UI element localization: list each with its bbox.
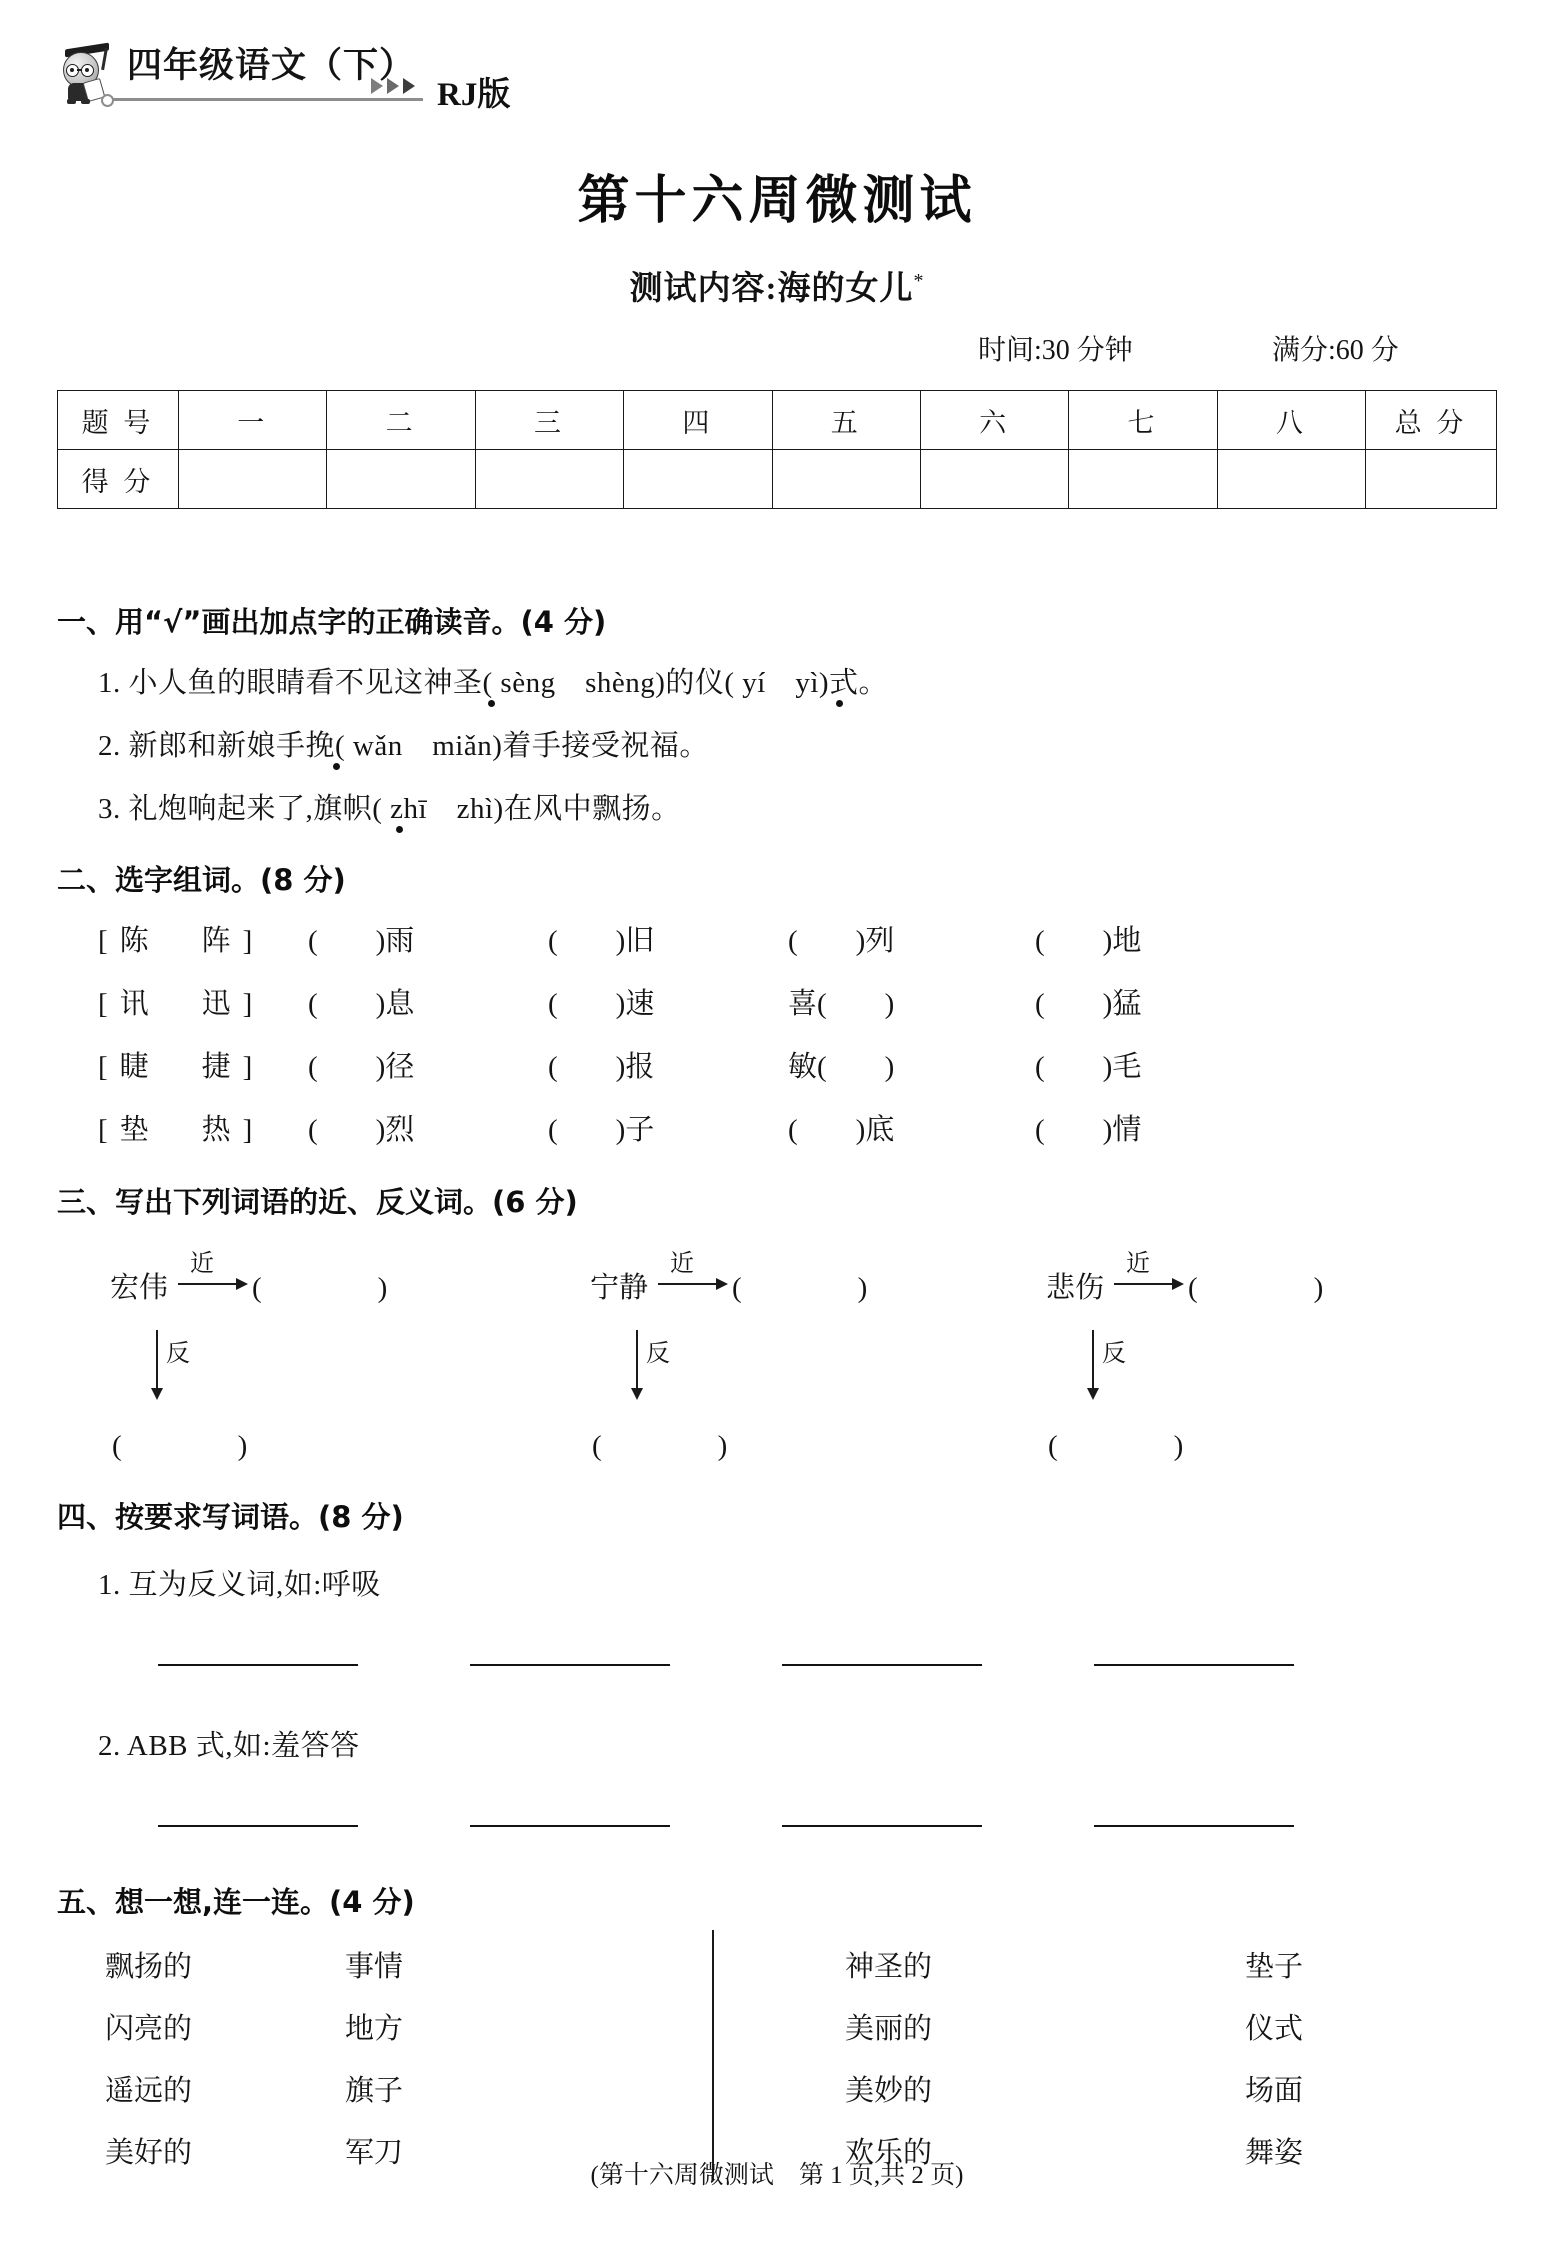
- pick-cell[interactable]: ( )径: [308, 1051, 415, 1083]
- score-cell-5[interactable]: [772, 450, 920, 509]
- pick-cell[interactable]: ( )地: [1035, 925, 1142, 957]
- footnote-star: *: [913, 270, 925, 292]
- synonym-word-2: 宁静: [590, 1272, 649, 1304]
- answer-blank[interactable]: [1094, 1825, 1294, 1827]
- page-title: 第十六周微测试: [577, 173, 977, 230]
- col-total: 总 分: [1366, 391, 1497, 450]
- opposite-arrow-1: [156, 1330, 158, 1390]
- section-3-heading: 三、写出下列词语的近、反义词。(6 分): [57, 1185, 578, 1219]
- section-1-item-1: 1. 小人鱼的眼睛看不见这神圣( sèng shèng)的仪( yí yì)式。: [98, 667, 889, 699]
- col-8: 八: [1217, 391, 1365, 450]
- near-blank-1[interactable]: ( ): [252, 1272, 388, 1304]
- emphasis-dot: [836, 700, 843, 707]
- answer-blank[interactable]: [470, 1664, 670, 1666]
- near-blank-3[interactable]: ( ): [1188, 1272, 1324, 1304]
- row-header-score: 得 分: [58, 450, 179, 509]
- opposite-label-1: 反: [166, 1341, 190, 1367]
- section-4-heading: 四、按要求写词语。(8 分): [57, 1500, 404, 1534]
- test-subtitle: [0, 262, 1554, 309]
- pick-cell[interactable]: ( )雨: [308, 925, 415, 957]
- opposite-label-3: 反: [1102, 1341, 1126, 1367]
- opposite-arrow-3: [1092, 1330, 1094, 1390]
- header-rule: [113, 98, 423, 101]
- answer-blank[interactable]: [158, 1825, 358, 1827]
- score-cell-total[interactable]: [1366, 450, 1497, 509]
- near-arrow-1: [178, 1283, 246, 1285]
- table-row-headers: [58, 391, 1497, 450]
- page-header: [55, 30, 695, 113]
- section-1-item-3: 3. 礼炮响起来了,旗帜( zhī zhì)在风中飘扬。: [98, 793, 681, 825]
- pick-cell[interactable]: 敏( ): [788, 1051, 895, 1083]
- pick-cell[interactable]: ( )毛: [1035, 1051, 1142, 1083]
- match-left-item[interactable]: 美妙的: [845, 2075, 933, 2107]
- opposite-label-2: 反: [646, 1341, 670, 1367]
- emphasis-dot: [333, 763, 340, 770]
- answer-blank[interactable]: [782, 1664, 982, 1666]
- opposite-blank-1[interactable]: ( ): [112, 1430, 248, 1462]
- pick-cell[interactable]: ( )情: [1035, 1114, 1142, 1146]
- score-cell-8[interactable]: [1217, 450, 1365, 509]
- col-4: 四: [624, 391, 772, 450]
- col-5: 五: [772, 391, 920, 450]
- emphasis-dot: [488, 700, 495, 707]
- answer-blank[interactable]: [782, 1825, 982, 1827]
- pick-cell[interactable]: ( )烈: [308, 1114, 415, 1146]
- match-right-item[interactable]: 事情: [345, 1951, 404, 1983]
- grade-title: 四年级语文（下）: [127, 46, 416, 86]
- pick-cell[interactable]: ( )底: [788, 1114, 895, 1146]
- pick-cell[interactable]: ( )列: [788, 925, 895, 957]
- pick-cell[interactable]: ( )旧: [548, 925, 655, 957]
- triple-arrow-icon: [371, 78, 415, 94]
- section-1-heading: 一、用“√”画出加点字的正确读音。(4 分): [57, 605, 607, 639]
- near-arrow-3: [1114, 1283, 1182, 1285]
- col-1: 一: [179, 391, 327, 450]
- match-left-item[interactable]: 欢乐的: [845, 2137, 933, 2169]
- pick-row-3: [0, 1044, 1554, 1086]
- match-right-item[interactable]: 旗子: [345, 2075, 404, 2107]
- pick-row-2: [0, 981, 1554, 1023]
- opposite-blank-3[interactable]: ( ): [1048, 1430, 1184, 1462]
- match-left-item[interactable]: 美丽的: [845, 2013, 933, 2045]
- char-group-1: [陈 阵]: [98, 925, 265, 957]
- pick-row-4: [0, 1107, 1554, 1149]
- near-blank-2[interactable]: ( ): [732, 1272, 868, 1304]
- near-label-3: 近: [1126, 1251, 1150, 1277]
- match-left-item[interactable]: 闪亮的: [105, 2013, 193, 2045]
- emphasis-dot: [396, 826, 403, 833]
- col-7: 七: [1069, 391, 1217, 450]
- near-arrow-2: [658, 1283, 726, 1285]
- score-table: [57, 390, 1497, 509]
- score-cell-1[interactable]: [179, 450, 327, 509]
- match-divider: [712, 1930, 714, 2180]
- score-cell-4[interactable]: [624, 450, 772, 509]
- page-footer: (第十六周微测试 第 1 页,共 2 页): [590, 2162, 964, 2189]
- section-1-item-2: 2. 新郎和新娘手挽( wǎn miǎn)着手接受祝福。: [98, 730, 709, 762]
- edition-label: RJ版: [437, 77, 511, 113]
- match-right-item[interactable]: 地方: [345, 2013, 404, 2045]
- score-cell-3[interactable]: [475, 450, 623, 509]
- section-5-heading: 五、想一想,连一连。(4 分): [57, 1885, 415, 1919]
- match-left-item[interactable]: 飘扬的: [105, 1951, 193, 1983]
- answer-blank[interactable]: [470, 1825, 670, 1827]
- pick-cell[interactable]: ( )猛: [1035, 988, 1142, 1020]
- section-2-heading: 二、选字组词。(8 分): [57, 863, 346, 897]
- near-label-1: 近: [190, 1251, 214, 1277]
- match-right-item[interactable]: 舞姿: [1245, 2137, 1304, 2169]
- col-6: 六: [920, 391, 1068, 450]
- match-right-item[interactable]: 仪式: [1245, 2013, 1304, 2045]
- match-left-item[interactable]: 神圣的: [845, 1951, 933, 1983]
- score-cell-6[interactable]: [920, 450, 1068, 509]
- row-header-question-no: 题 号: [58, 391, 179, 450]
- match-right-item[interactable]: 垫子: [1245, 1951, 1304, 1983]
- pick-cell[interactable]: ( )息: [308, 988, 415, 1020]
- synonym-word-1: 宏伟: [110, 1272, 169, 1304]
- time-limit: 时间:30 分钟: [978, 335, 1133, 366]
- match-left-item[interactable]: 遥远的: [105, 2075, 193, 2107]
- opposite-blank-2[interactable]: ( ): [592, 1430, 728, 1462]
- score-cell-2[interactable]: [327, 450, 475, 509]
- section-4-item-2: 2. ABB 式,如:羞答答: [98, 1730, 360, 1762]
- match-left-item[interactable]: 美好的: [105, 2137, 193, 2169]
- synonym-word-3: 悲伤: [1046, 1272, 1105, 1304]
- test-subtitle-text: 测试内容:海的女儿: [629, 271, 914, 307]
- table-row-scores: [58, 450, 1497, 509]
- near-label-2: 近: [670, 1251, 694, 1277]
- opposite-arrow-2: [636, 1330, 638, 1390]
- pick-cell[interactable]: ( )报: [548, 1051, 655, 1083]
- char-group-4: [垫 热]: [98, 1114, 265, 1146]
- score-cell-7[interactable]: [1069, 450, 1217, 509]
- col-2: 二: [327, 391, 475, 450]
- match-right-item[interactable]: 军刀: [345, 2137, 404, 2169]
- char-group-2: [讯 迅]: [98, 988, 265, 1020]
- col-3: 三: [475, 391, 623, 450]
- pick-cell[interactable]: ( )子: [548, 1114, 655, 1146]
- match-right-item[interactable]: 场面: [1245, 2075, 1304, 2107]
- pick-row-1: [0, 918, 1554, 960]
- char-group-3: [睫 捷]: [98, 1051, 265, 1083]
- pick-cell[interactable]: 喜( ): [788, 988, 895, 1020]
- answer-blank[interactable]: [1094, 1664, 1294, 1666]
- pick-cell[interactable]: ( )速: [548, 988, 655, 1020]
- full-score: 满分:60 分: [1272, 335, 1399, 366]
- section-4-item-1: 1. 互为反义词,如:呼吸: [98, 1569, 381, 1601]
- answer-blank[interactable]: [158, 1664, 358, 1666]
